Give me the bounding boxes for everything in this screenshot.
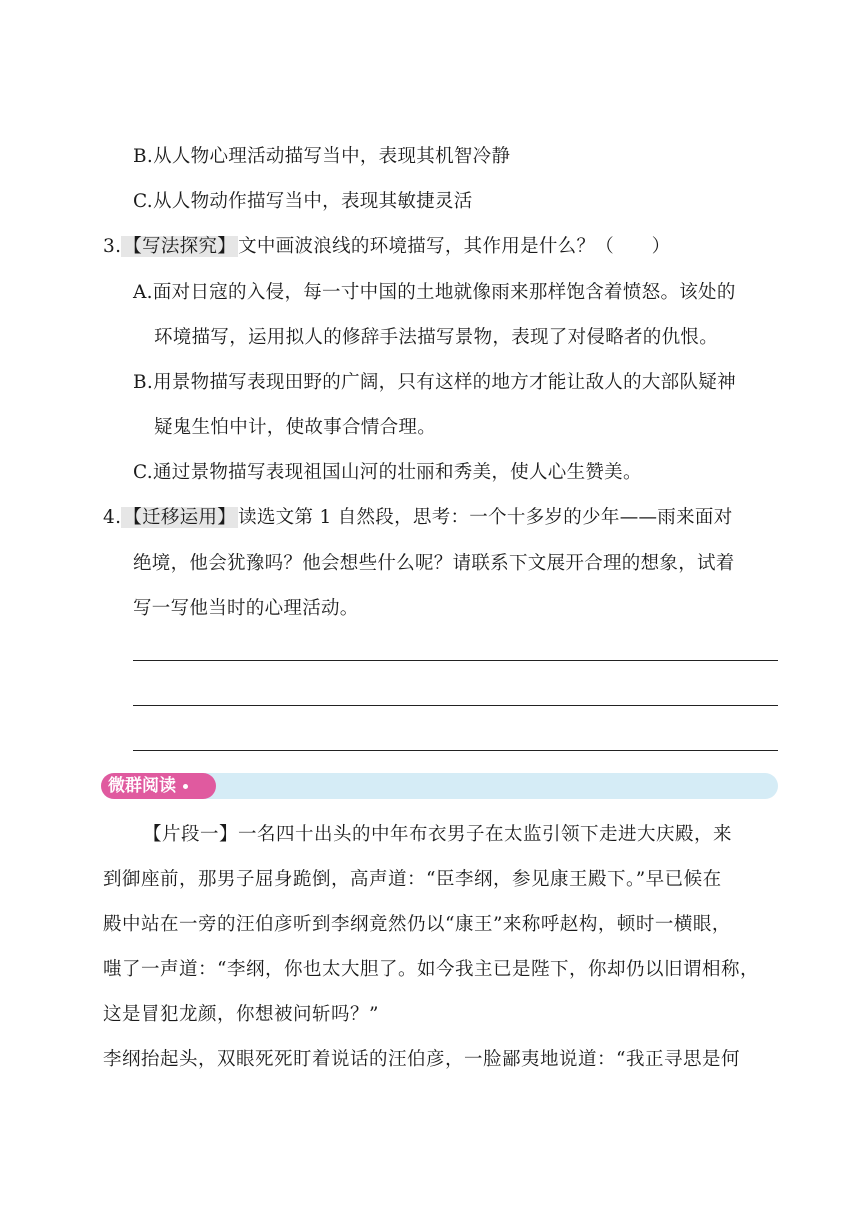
q3-number: 3.: [103, 236, 122, 257]
q4-stem-line1: [103, 505, 733, 531]
q4-number: 4.: [103, 507, 122, 528]
q3-option-b-line1: B.用景物描写表现田野的广阔，只有这样的地方才能让敌人的大部队疑神: [133, 372, 736, 393]
section-title: 微群阅读: [108, 776, 176, 796]
answer-line-3[interactable]: [133, 750, 778, 751]
answer-line-1[interactable]: [133, 660, 778, 661]
q2-option-b: B.从人物心理活动描写当中，表现其机智冷静: [133, 146, 511, 167]
passage-line-5: 这是冒犯龙颜，你想被问斩吗？”: [103, 1004, 379, 1025]
q3-option-a-line1: A.面对日寇的入侵，每一寸中国的土地就像雨来那样饱含着愤怒。该处的: [133, 282, 736, 303]
passage-line-1: 【片段一】一名四十出头的中年布衣男子在太监引领下走进大庆殿，来: [143, 824, 733, 845]
passage-line-2: 到御座前，那男子屈身跪倒，高声道：“臣李纲，参见康王殿下。”早已候在: [103, 869, 722, 890]
q3-option-c: C.通过景物描写表现祖国山河的壮丽和秀美，使人心生赞美。: [133, 462, 642, 483]
q3-option-b-line2: 疑鬼生怕中计，使故事合情合理。: [154, 417, 437, 438]
q3-option-a-line2: 环境描写，运用拟人的修辞手法描写景物，表现了对侵略者的仇恨。: [154, 327, 719, 348]
passage-line-6: 李纲抬起头，双眼死死盯着说话的汪伯彦，一脸鄙夷地说道：“我正寻思是何: [103, 1049, 740, 1070]
q3-stem: 文中画波浪线的环境描写，其作用是什么？（ ）: [238, 236, 671, 257]
answer-line-2[interactable]: [133, 705, 778, 706]
q2-option-c: C.从人物动作描写当中，表现其敏捷灵活: [133, 191, 473, 212]
q4-stem-line3: 写一写他当时的心理活动。: [133, 598, 359, 619]
q4-line1: 读选文第 1 自然段，思考：一个十多岁的少年——雨来面对: [238, 507, 733, 528]
q3-tag: 【写法探究】: [123, 236, 237, 257]
passage-line-3: 殿中站在一旁的汪伯彦听到李纲竟然仍以“康王”来称呼赵构，顿时一横眼，: [103, 914, 731, 935]
q4-stem-line2: 绝境，他会犹豫吗？他会想些什么呢？请联系下文展开合理的想象，试着: [133, 553, 735, 574]
q3-stem-line: [103, 234, 670, 260]
passage-line-4: 嗤了一声道：“李纲，你也太大胆了。如今我主已是陛下，你却仍以旧谓相称，: [103, 959, 759, 980]
section-title-pill: [101, 773, 216, 799]
q4-tag: 【迁移运用】: [123, 507, 237, 528]
bullet-dot-icon: [183, 784, 188, 789]
